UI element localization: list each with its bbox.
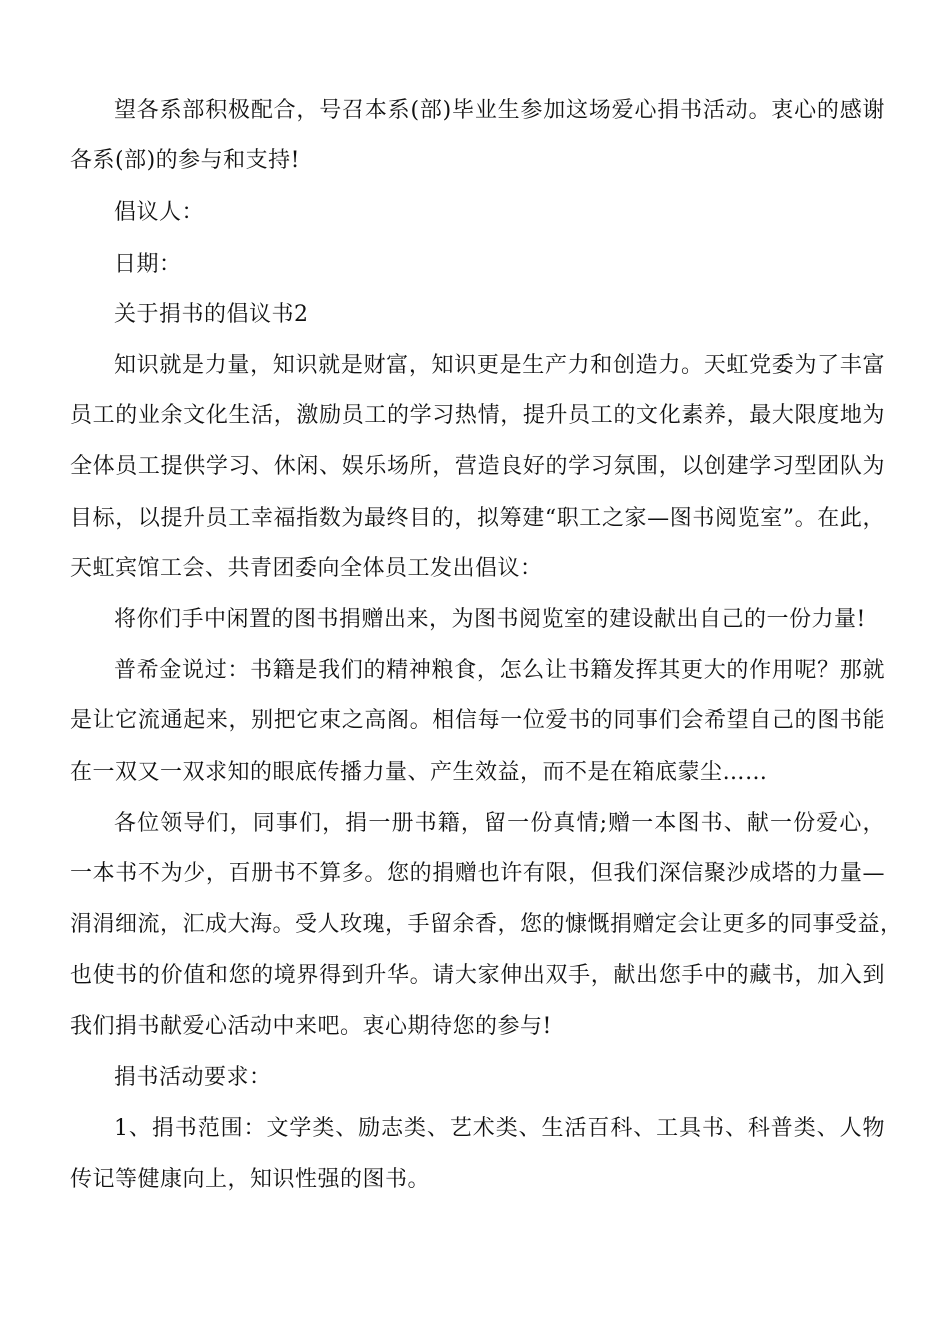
- date-label: 日期：: [114, 252, 182, 277]
- paragraph-line: 各系(部)的参与和支持!: [70, 148, 301, 173]
- paragraph-line: 望各系部积极配合，号召本系(部)毕业生参加这场爱心捐书活动。衷心的感谢: [114, 98, 885, 123]
- section-title: 关于捐书的倡议书2: [114, 302, 309, 327]
- paragraph-line: 全体员工提供学习、休闲、娱乐场所，营造良好的学习氛围，以创建学习型团队为: [70, 454, 885, 479]
- paragraph-line: 我们捐书献爱心活动中来吧。衷心期待您的参与!: [70, 1014, 552, 1039]
- paragraph-line: 涓涓细流，汇成大海。受人玫瑰，手留余香，您的慷慨捐赠定会让更多的同事受益，: [70, 912, 903, 937]
- paragraph-line: 在一双又一双求知的眼底传播力量、产生效益，而不是在箱底蒙尘……: [70, 760, 768, 785]
- paragraph-line: 将你们手中闲置的图书捐赠出来，为图书阅览室的建设献出自己的一份力量!: [114, 607, 866, 632]
- paragraph-line: 各位领导们，同事们，捐一册书籍，留一份真情;赠一本图书、献一份爱心，: [114, 811, 885, 836]
- requirement-item: 传记等健康向上，知识性强的图书。: [70, 1167, 431, 1192]
- paragraph-line: 天虹宾馆工会、共青团委向全体员工发出倡议：: [70, 556, 543, 581]
- paragraph-line: 一本书不为少，百册书不算多。您的捐赠也许有限，但我们深信聚沙成塔的力量—: [70, 861, 885, 886]
- paragraph-line: 也使书的价值和您的境界得到升华。请大家伸出双手，献出您手中的藏书，加入到: [70, 963, 885, 988]
- paragraph-line: 普希金说过：书籍是我们的精神粮食，怎么让书籍发挥其更大的作用呢？那就: [114, 658, 885, 683]
- paragraph-line: 知识就是力量，知识就是财富，知识更是生产力和创造力。天虹党委为了丰富: [114, 353, 885, 378]
- requirement-item: 1、捐书范围：文学类、励志类、艺术类、生活百科、工具书、科普类、人物: [114, 1116, 885, 1141]
- requirements-heading: 捐书活动要求：: [114, 1065, 272, 1090]
- paragraph-line: 是让它流通起来，别把它束之高阁。相信每一位爱书的同事们会希望自己的图书能: [70, 708, 885, 733]
- paragraph-line: 员工的业余文化生活，激励员工的学习热情，提升员工的文化素养，最大限度地为: [70, 403, 885, 428]
- paragraph-line: 目标，以提升员工幸福指数为最终目的，拟筹建“职工之家—图书阅览室”。在此，: [70, 506, 885, 531]
- signatory-label: 倡议人：: [114, 200, 205, 225]
